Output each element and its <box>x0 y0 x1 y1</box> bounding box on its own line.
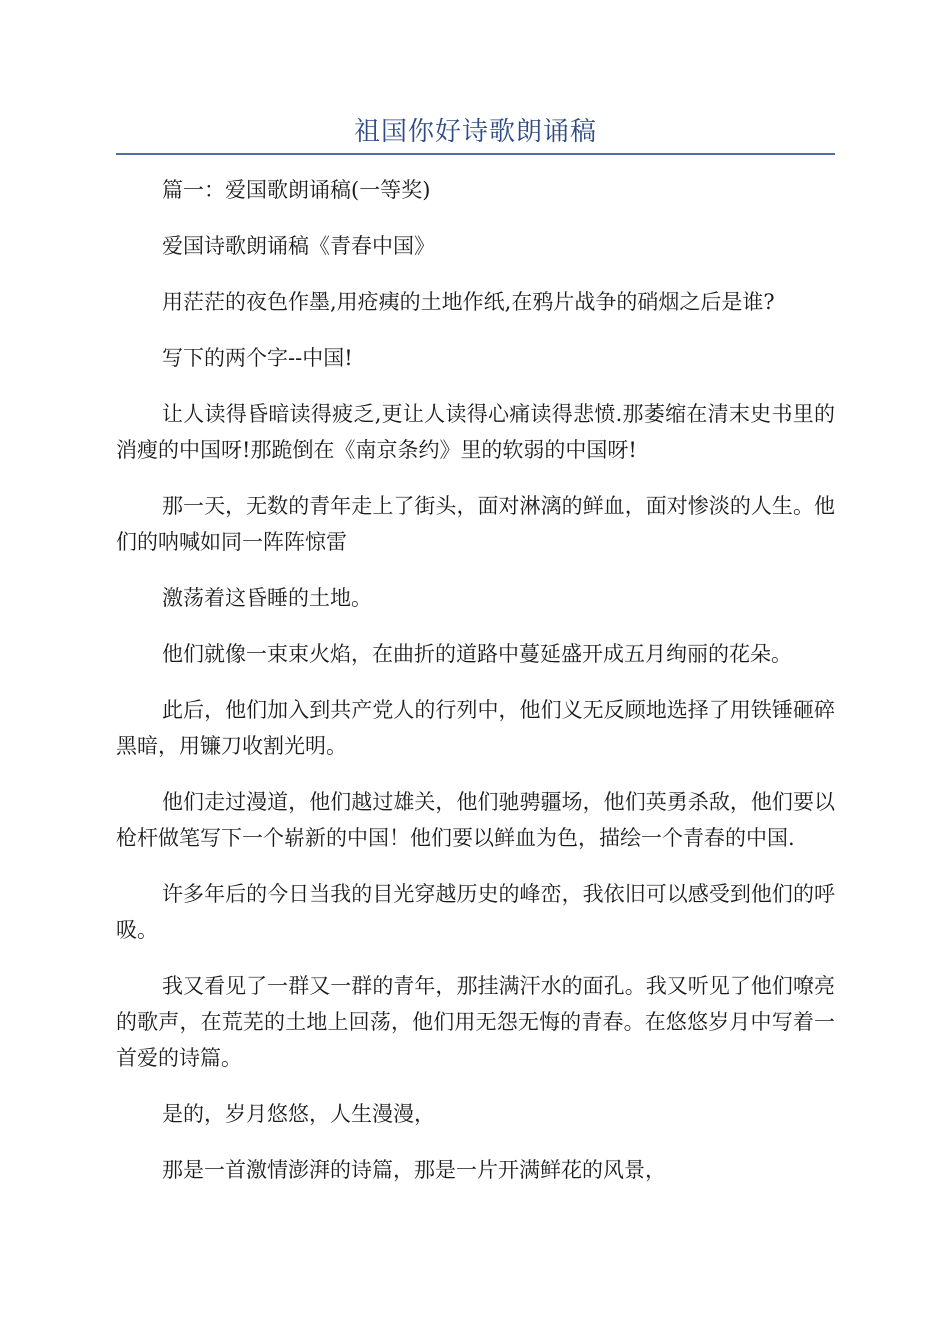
paragraph: 许多年后的今日当我的目光穿越历史的峰峦，我依旧可以感受到他们的呼吸。 <box>116 882 835 942</box>
paragraph: 是的，岁月悠悠，人生漫漫， <box>162 1102 435 1126</box>
paragraph: 此后，他们加入到共产党人的行列中，他们义无反顾地选择了用铁锤砸碎黑暗，用镰刀收割光明。 <box>116 698 835 758</box>
paragraph: 让人读得昏暗读得疲乏,更让人读得心痛读得悲愤.那萎缩在清末史书里的消瘦的中国呀!那跪倒在《南京条约》里的软弱的中国呀! <box>116 402 835 462</box>
document-title: 祖国你好诗歌朗诵稿 <box>353 117 597 147</box>
paragraph: 我又看见了一群又一群的青年，那挂满汗水的面孔。我又听见了他们嘹亮的歌声，在荒芜的土地上回荡，他们用无怨无悔的青春。在悠悠岁月中写着一首爱的诗篇。 <box>116 974 835 1070</box>
paragraph: 激荡着这昏睡的土地。 <box>162 586 372 610</box>
paragraph: 他们走过漫道，他们越过雄关，他们驰骋疆场，他们英勇杀敌，他们要以枪杆做笔写下一个崭新的中国！他们要以鲜血为色，描绘一个青春的中国. <box>116 790 835 850</box>
paragraph: 用茫茫的夜色作墨,用疮痍的土地作纸,在鸦片战争的硝烟之后是谁? <box>162 290 775 314</box>
paragraph-heading-article-one: 篇一：爱国歌朗诵稿(一等奖) <box>162 178 431 202</box>
paragraph: 他们就像一束束火焰，在曲折的道路中蔓延盛开成五月绚丽的花朵。 <box>162 642 792 666</box>
paragraph: 那是一首激情澎湃的诗篇，那是一片开满鲜花的风景， <box>162 1158 666 1182</box>
document-body <box>116 172 835 1208</box>
title-underline <box>116 153 835 155</box>
paragraph: 写下的两个字--中国! <box>162 346 353 370</box>
paragraph: 那一天，无数的青年走上了街头，面对淋漓的鲜血，面对惨淡的人生。他们的呐喊如同一阵阵惊雷 <box>116 494 835 554</box>
paragraph-poem-title: 爱国诗歌朗诵稿《青春中国》 <box>162 234 435 258</box>
